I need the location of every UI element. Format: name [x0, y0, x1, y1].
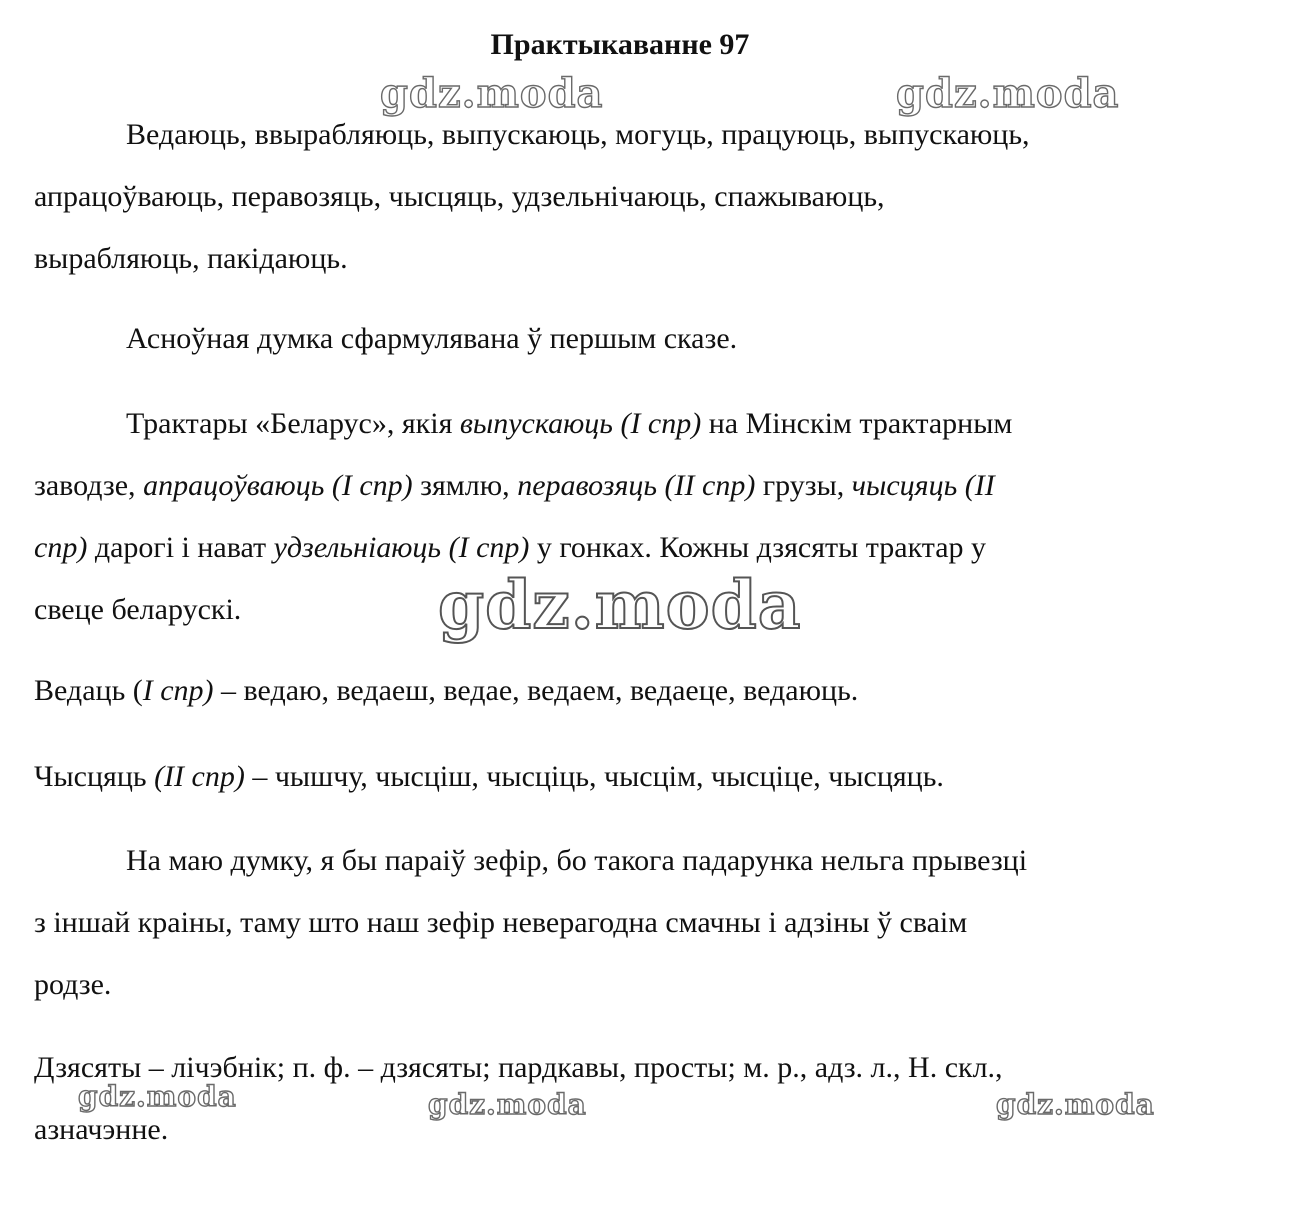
- text-line: Ведаюць, ввырабляюць, выпускаюць, могуць, працуюць, выпускаюць,: [126, 118, 1030, 151]
- paragraph-numeral-analysis: [34, 1037, 1194, 1161]
- text-line: Асноўная думка сфармулявана ў першым сказе.: [126, 322, 738, 355]
- paragraph-opinion: [34, 830, 1194, 1016]
- watermark: gdz.moda: [380, 70, 604, 117]
- text-line: Трактары «Беларус», якія выпускаюць (I спр) на Мінскім трактарным: [126, 407, 1013, 440]
- paragraph-conjugation-vedats: [34, 660, 1194, 722]
- text-line: азначэнне.: [34, 1113, 169, 1146]
- text-line: свеце беларускі.: [34, 593, 242, 626]
- verb-conjugation: чысцяць (II: [851, 469, 995, 502]
- paragraph-conjugation-chystsyats: [34, 746, 1194, 808]
- text-line: з іншай краіны, таму што наш зефір неверагодна смачны і адзіны ў сваім: [34, 906, 968, 939]
- text-line: спр) дарогі і нават удзельніаюць (I спр) у гонках. Кожны дзясяты трактар у: [34, 531, 987, 564]
- verb-conjugation: удзельніаюць (I спр): [273, 531, 530, 564]
- verb-conjugation: апрацоўваюць (I спр): [143, 469, 413, 502]
- watermark: gdz.moda: [438, 566, 802, 644]
- watermark: gdz.moda: [996, 1088, 1155, 1121]
- watermark: gdz.moda: [78, 1080, 237, 1113]
- verb-conjugation: выпускаюць (I спр): [459, 407, 702, 440]
- text-line: вырабляюць, пакідаюць.: [34, 242, 348, 275]
- verb-conjugation: спр): [34, 531, 88, 564]
- text-line: На маю думку, я бы параіў зефір, бо такога падарунка нельга прывезці: [126, 844, 1028, 877]
- text-line: родзе.: [34, 968, 112, 1001]
- watermark: gdz.moda: [896, 70, 1120, 117]
- watermark: gdz.moda: [428, 1088, 587, 1121]
- text-line: Ведаць (I спр) – ведаю, ведаеш, ведае, ведаем, ведаеце, ведаюць.: [34, 674, 859, 707]
- paragraph-verbs-list: [34, 104, 1194, 290]
- text-line: заводзе, апрацоўваюць (I спр) зямлю, перавозяць (II спр) грузы, чысцяць (II: [34, 469, 995, 502]
- verb-conjugation: перавозяць (II спр): [517, 469, 756, 502]
- text-line: Дзясяты – лічэбнік; п. ф. – дзясяты; пардкавы, просты; м. р., адз. л., Н. скл.,: [34, 1051, 1003, 1084]
- text-line: апрацоўваюць, перавозяць, чысцяць, удзельнічаюць, спажываюць,: [34, 180, 885, 213]
- page-title: Практыкаванне 97: [490, 28, 750, 61]
- paragraph-main-idea: [34, 308, 1194, 370]
- paragraph-tractors: [34, 393, 1194, 641]
- text-line: Чысцяць (II спр) – чышчу, чысціш, чысціць, чысцім, чысціце, чысцяць.: [34, 760, 944, 793]
